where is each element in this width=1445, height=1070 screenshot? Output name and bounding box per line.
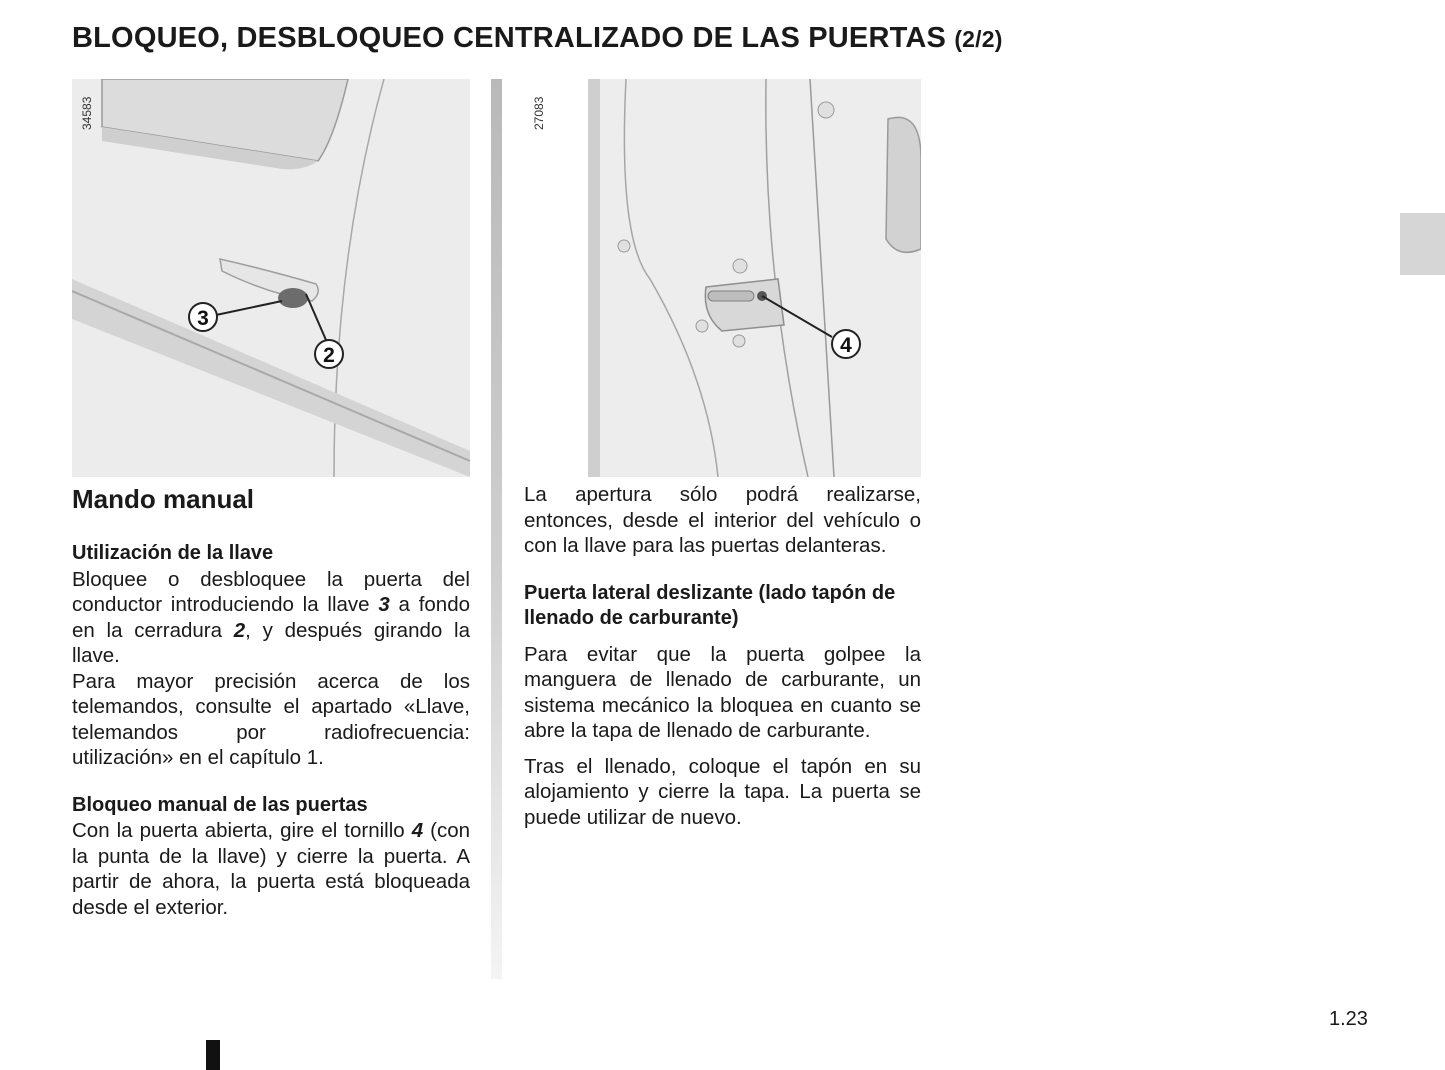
column-divider [491,79,502,979]
subsection-title-key: Utilización de la llave [72,542,274,564]
paragraph-sliding-door: Para evitar que la puerta golpee la manguera de llenado de carburante, un sistema mecánico la bloquea en cuanto se abre la tapa de llenado de carburante. [524,642,921,742]
text-run: , y después girando la llave. [72,618,470,667]
door-lock-drawing [588,79,921,477]
text-run: Bloquee o desbloquee la puerta del conductor introduciendo la llave [72,567,470,616]
section-heading: Mando manual [72,484,255,514]
door-lock-illustration [588,79,921,477]
page-title [72,22,1003,55]
paragraph-key-usage [72,567,470,669]
text-run: (con la punta de la llave) y cierre la puerta. A partir de ahora, la puerta está bloqueada desde el exterior. [72,819,471,919]
title-text: BLOQUEO, DESBLOQUEO CENTRALIZADO DE LAS PUERTAS [72,22,947,54]
right-column [524,482,921,830]
figure-code-left: 34583 [80,96,94,130]
door-handle-illustration [72,79,470,477]
paragraph-manual-lock [72,818,470,920]
callout-4-label: 4 [840,334,852,357]
title-part: (2/2) [954,26,1003,52]
callout-4 [832,330,860,358]
callout-2 [315,340,343,368]
ref-2: 2 [233,618,246,642]
callout-3 [189,303,217,331]
paragraph-opening: La apertura sólo podrá realizarse, entonces, desde el interior del vehículo o con la llave para las puertas delanteras. [524,483,921,557]
figure-code-right: 27083 [532,96,546,130]
door-handle-drawing [72,79,470,477]
text-run: Con la puerta abierta, gire el tornillo [72,819,412,842]
subsection-title-sliding-door: Puerta lateral deslizante (lado tapón de llenado de carburante) [524,581,896,629]
paragraph-remote-info: Para mayor precisión acerca de los telemandos, consulte el apartado «Llave, telemandos por radiofrecuencia: utilización» en el capítulo 1. [72,669,470,769]
subsection-title-manual-lock: Bloqueo manual de las puertas [72,793,368,816]
left-column [72,482,470,920]
ref-4: 4 [411,819,424,842]
callout-3-label: 3 [197,307,209,330]
ref-3: 3 [378,593,390,616]
page-edge-mark [206,1040,220,1070]
callout-2-label: 2 [323,344,335,367]
page-number: 1.23 [1329,1008,1368,1030]
chapter-tab [1400,213,1445,275]
text-run: a fondo en la cerradura [72,593,470,642]
paragraph-after-filling: Tras el llenado, coloque el tapón en su alojamiento y cierre la tapa. La puerta se puede utilizar de nuevo. [524,754,921,829]
